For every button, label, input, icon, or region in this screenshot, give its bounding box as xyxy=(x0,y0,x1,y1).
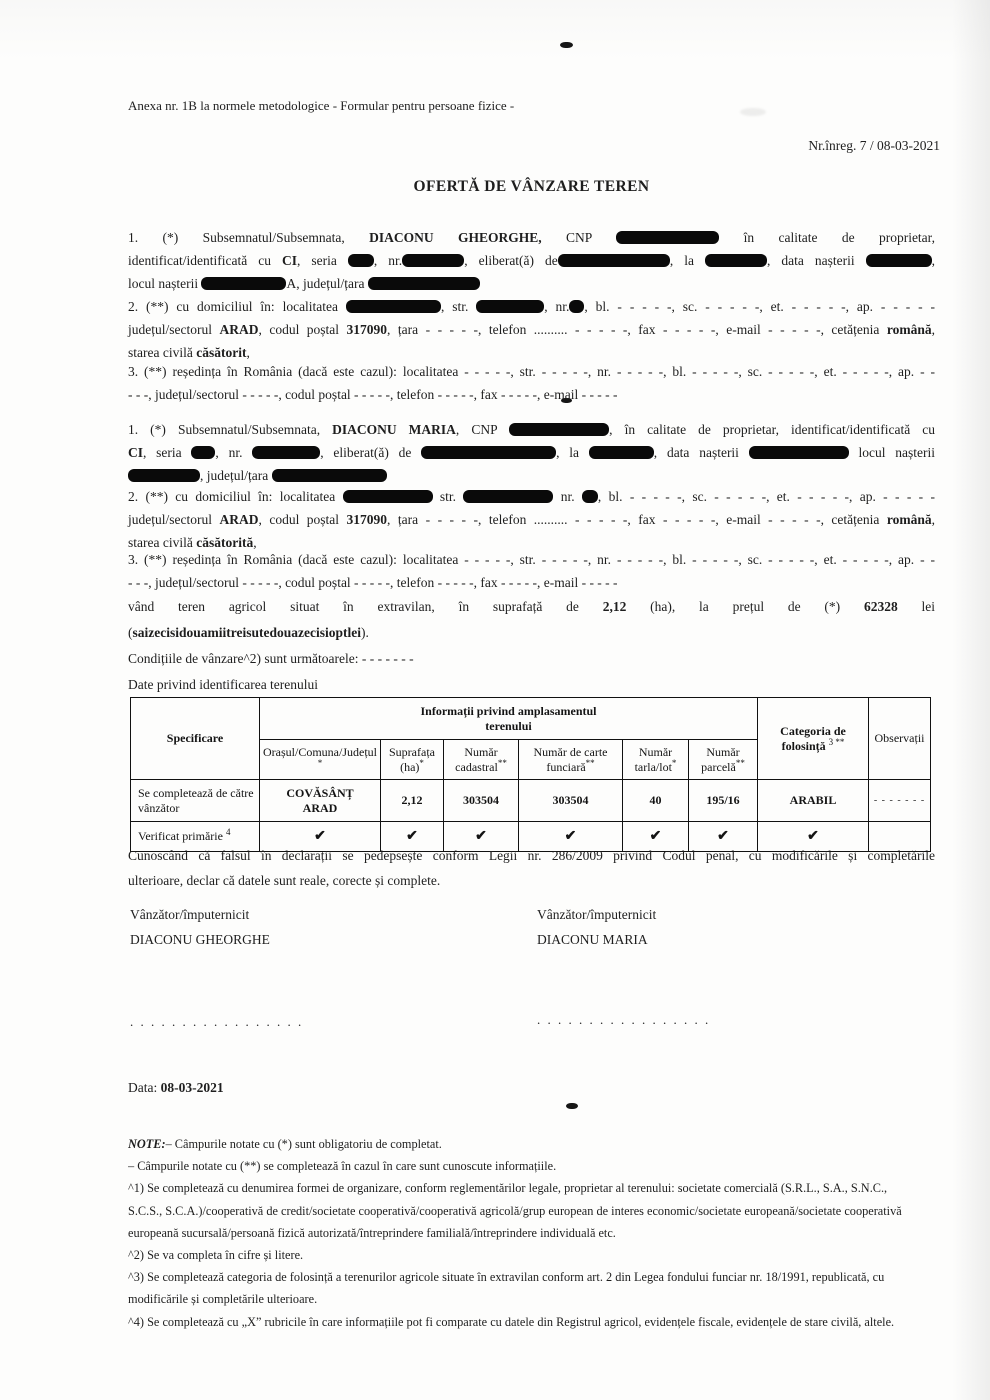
plain-text: , CNP xyxy=(455,422,510,437)
table-row-seller-label xyxy=(131,780,260,822)
redaction-bar xyxy=(616,231,719,244)
bold-text: 2,12 xyxy=(401,793,423,807)
superscript-text: * xyxy=(317,757,323,768)
text-line xyxy=(626,793,685,808)
land-identification-table xyxy=(130,697,931,852)
declaration-paragraph xyxy=(128,843,935,893)
plain-text: , str. xyxy=(440,299,477,314)
plain-text: locul nașterii xyxy=(128,276,202,291)
redaction-bar xyxy=(272,469,387,482)
text-line xyxy=(128,485,935,508)
redaction-bar xyxy=(866,254,932,267)
text-line xyxy=(128,249,935,272)
signature-right-name: DIACONU MARIA xyxy=(537,932,648,947)
date-line xyxy=(128,1076,935,1099)
redaction-bar xyxy=(201,277,286,290)
text-line xyxy=(128,1244,940,1266)
plain-text: , xyxy=(931,512,936,527)
bold-text: 08-03-2021 xyxy=(160,1080,224,1095)
bold-text: DIACONU GHEORGHE, xyxy=(369,230,542,245)
text-line xyxy=(128,295,935,318)
plain-text: - - -, județul/sectorul - - - - -, codul poștal - - - - -, telefon - - - - -, fax - - - - -, e-mail - - - - - xyxy=(128,387,618,402)
plain-text: Condițiile de vânzare^2) sunt următoarele: - - - - - - - xyxy=(128,651,414,666)
plain-text: Se completează de către xyxy=(138,785,254,800)
superscript-text: ** xyxy=(585,757,595,768)
text-line xyxy=(128,868,935,893)
sale-terms-paragraph xyxy=(128,594,935,698)
bold-text: 317090 xyxy=(346,512,388,527)
text-line xyxy=(128,318,935,341)
seller2-residence-paragraph xyxy=(128,548,935,594)
bold-text: căsătorită xyxy=(196,535,254,550)
plain-text: starea civilă xyxy=(128,535,197,550)
table-subheader-oras xyxy=(260,740,381,780)
text-line xyxy=(263,704,754,719)
plain-text: Data: xyxy=(128,1080,161,1095)
text-line xyxy=(263,786,377,801)
checkmark-icon: ✔ xyxy=(623,822,689,852)
checkmark-icon: ✔ xyxy=(689,822,758,852)
plain-text: ^2) Se va completa în cifre și litere. xyxy=(128,1248,304,1263)
checkmark-icon: ✔ xyxy=(758,822,869,852)
text-line xyxy=(128,226,935,249)
redaction-bar xyxy=(343,490,433,503)
bold-text: căsătorit xyxy=(196,345,247,360)
plain-text: 3. (**) reședința în România (dacă este cazul): localitatea - - - - -, str. - - - - -, nr. - - - - -, bl. - - - - -, sc. - - - - -, et. - - - - -, ap. - - xyxy=(128,552,935,567)
signature-dotted-line-right: . . . . . . . . . . . . . . . . . xyxy=(537,1012,711,1027)
plain-text: , nr. xyxy=(544,299,570,314)
plain-text: Număr xyxy=(464,744,498,759)
scan-smudge xyxy=(740,108,766,116)
bold-text: DIACONU MARIA xyxy=(332,422,456,437)
plain-text: , eliberat(ă) de xyxy=(464,253,558,268)
text-line xyxy=(128,1266,940,1288)
scan-artifact-top xyxy=(560,42,573,48)
seller2-domicile-paragraph xyxy=(128,485,935,554)
bold-text: română xyxy=(886,322,932,337)
plain-text: , nr. xyxy=(373,253,403,268)
text-line xyxy=(447,793,515,808)
plain-text: Date privind identificarea terenului xyxy=(128,677,319,692)
bold-text: 2,12 xyxy=(602,599,627,614)
seller1-residence-paragraph xyxy=(128,360,935,406)
redaction-bar xyxy=(705,254,767,267)
text-line xyxy=(128,594,935,620)
redaction-bar xyxy=(348,254,374,267)
plain-text: Observații xyxy=(874,731,925,745)
text-line xyxy=(128,548,935,571)
plain-text: lei xyxy=(897,599,936,614)
signature-dotted-line-left: . . . . . . . . . . . . . . . . . xyxy=(130,1014,304,1029)
plain-text: , bl. - - - - -, sc. - - - - -, et. - - - - -, ap. - - - - - xyxy=(597,489,935,504)
redaction-bar xyxy=(749,446,849,459)
text-line xyxy=(384,745,440,760)
plain-text: ( xyxy=(128,625,133,640)
redaction-bar xyxy=(128,469,200,482)
table-subheader-cadastral xyxy=(444,740,519,780)
redaction-bar xyxy=(476,300,544,313)
plain-text: modificările și completările ulterioare. xyxy=(128,1292,318,1307)
plain-text: Număr de carte xyxy=(533,744,608,759)
plain-text: Suprafața xyxy=(389,744,435,759)
plain-text: europeană sucursală/persoană fizică autorizată/întreprindere familială/întreprindere individuală etc. xyxy=(128,1225,616,1240)
table-subheader-suprafata xyxy=(381,740,444,780)
table-subheader-carte-funciara xyxy=(519,740,623,780)
text-line xyxy=(128,508,935,531)
text-line xyxy=(761,724,865,739)
plain-text: ^4) Se completează cu „X” rubricile în care informațiile pot fi comparate cu datele din Registrul agricol, evidențele fiscale, evidențele de stare civilă, altele. xyxy=(128,1314,895,1329)
plain-text: , xyxy=(253,535,257,550)
superscript-text: 3 ** xyxy=(828,736,845,747)
plain-text: , data nașterii xyxy=(653,445,749,460)
text-line xyxy=(128,1133,940,1155)
text-line xyxy=(128,272,935,295)
plain-text: , xyxy=(246,345,250,360)
bold-text: ARABIL xyxy=(789,793,837,807)
text-line xyxy=(134,731,256,746)
redaction-bar xyxy=(569,300,584,313)
bold-text: 195/16 xyxy=(706,793,740,807)
superscript-text: ** xyxy=(735,757,745,768)
plain-text: , bl. - - - - -, sc. - - - - -, et. - - - - -, ap. - - - - - xyxy=(584,299,935,314)
plain-text: (ha) xyxy=(400,759,420,774)
bold-text: CI xyxy=(281,253,297,268)
plain-text: , data nașterii xyxy=(766,253,866,268)
text-line xyxy=(128,464,935,487)
text-line xyxy=(128,1311,940,1333)
scan-artifact-bottom xyxy=(566,1103,578,1109)
checkmark-icon: ✔ xyxy=(444,822,519,852)
plain-text: vânzător xyxy=(138,800,180,815)
plain-text: cadastral xyxy=(455,759,498,774)
bold-text: Informații privind amplasamentul xyxy=(420,703,597,718)
superscript-text: ** xyxy=(497,757,507,768)
text-line xyxy=(134,801,256,816)
cell-oras-value xyxy=(260,780,381,822)
text-line xyxy=(447,757,515,775)
text-line xyxy=(128,1222,940,1244)
plain-text: , în calitate de proprietar, identificat/identificată cu xyxy=(609,422,936,437)
plain-text: vând teren agricol situat în extravilan, în suprafață de xyxy=(128,599,603,614)
plain-text: parcelă xyxy=(701,759,736,774)
table-subheader-tarla xyxy=(623,740,689,780)
plain-text: , codul poștal xyxy=(258,512,347,527)
bold-text: 303504 xyxy=(552,793,589,807)
bold-text: română xyxy=(886,512,932,527)
text-line xyxy=(692,793,754,808)
bold-italic-text: NOTE: xyxy=(128,1137,166,1151)
superscript-text: * xyxy=(419,757,424,768)
plain-text: – Câmpurile notate cu (**) se completează în cazul în care sunt cunoscute informațiile. xyxy=(128,1159,557,1174)
cell-parcela-value xyxy=(689,780,758,822)
text-line xyxy=(522,757,619,775)
cell-carte-funciara-value xyxy=(519,780,623,822)
registration-number: Nr.înreg. 7 / 08-03-2021 xyxy=(808,138,940,153)
text-line xyxy=(263,757,377,775)
text-line xyxy=(692,757,754,775)
text-line xyxy=(128,1177,940,1199)
text-line xyxy=(128,620,935,646)
plain-text: județul/sectorul xyxy=(128,512,220,527)
cell-tarla-value xyxy=(623,780,689,822)
text-line xyxy=(128,418,935,441)
table-header-observatii xyxy=(869,698,931,780)
text-line xyxy=(761,736,865,754)
text-line xyxy=(128,383,935,406)
text-line xyxy=(128,1200,940,1222)
text-line xyxy=(522,793,619,808)
bold-text: ARAD xyxy=(219,322,259,337)
seller2-identity-paragraph xyxy=(128,418,935,487)
plain-text: în calitate de proprietar, xyxy=(719,230,936,245)
checkmark-icon: ✔ xyxy=(260,822,381,852)
cell-categoria-value xyxy=(758,780,869,822)
plain-text: starea civilă xyxy=(128,345,197,360)
redaction-bar xyxy=(368,277,480,290)
plain-text: Orașul/Comuna/Județul xyxy=(263,744,377,759)
plain-text: , seria xyxy=(143,445,192,460)
plain-text: – Câmpurile notate cu (*) sunt obligatoriu de completat. xyxy=(165,1137,442,1151)
bold-text: COVĂSÂNȚ xyxy=(286,785,354,800)
plain-text: ^3) Se completează categoria de folosință a terenurilor agricole situate în extravilan conform art. 2 din Legea fondului funciar nr. 18/1991, republicată, cu xyxy=(128,1270,885,1285)
text-line xyxy=(263,801,377,816)
plain-text: funciară xyxy=(546,759,586,774)
redaction-bar xyxy=(191,446,215,459)
text-line xyxy=(761,793,865,808)
signature-right-role: Vânzător/împuternicit xyxy=(537,907,657,922)
document-title: OFERTĂ DE VÂNZARE TEREN xyxy=(413,178,650,195)
plain-text: CNP xyxy=(541,230,617,245)
text-line xyxy=(872,731,927,746)
plain-text: A, județul/țara xyxy=(286,276,368,291)
plain-text: județul/sectorul xyxy=(128,322,220,337)
text-line xyxy=(128,571,935,594)
redaction-bar xyxy=(558,254,670,267)
plain-text: Număr xyxy=(638,744,673,759)
bold-text: folosință xyxy=(781,738,829,753)
redaction-bar xyxy=(463,490,553,503)
superscript-text: * xyxy=(671,757,677,768)
plain-text: , nr. xyxy=(215,445,253,460)
bold-text: CI xyxy=(128,445,144,460)
redaction-bar xyxy=(402,254,464,267)
superscript-text: 4 xyxy=(225,827,231,837)
signature-left-name: DIACONU GHEORGHE xyxy=(130,932,270,947)
bold-text: Categoria de xyxy=(780,723,846,738)
cell-suprafata-value xyxy=(381,780,444,822)
seller1-domicile-paragraph xyxy=(128,295,935,364)
form-annex-line: Anexa nr. 1B la normele metodologice - Formular pentru persoane fizice - xyxy=(128,98,515,113)
bold-text: ARAD xyxy=(219,512,259,527)
plain-text: 1. (*) Subsemnatul/Subsemnata, xyxy=(128,422,333,437)
text-line xyxy=(128,1288,940,1310)
plain-text: , la xyxy=(669,253,705,268)
plain-text: Verificat primărie xyxy=(138,829,226,843)
cell-cadastral-value xyxy=(444,780,519,822)
text-line xyxy=(128,843,935,868)
plain-text: , țara - - - - -, telefon .......... - - - - -, fax - - - - -, e-mail - - - - -, cetățenia xyxy=(387,322,887,337)
plain-text: Cunoscând că falsul în declarații se pedepsește conform Legii nr. 286/2009 privind Codul penal, cu modificările și completările xyxy=(128,848,935,863)
redaction-bar xyxy=(346,300,441,313)
plain-text: 2. (**) cu domiciliul în: localitatea xyxy=(128,299,346,314)
bold-text: 317090 xyxy=(346,322,388,337)
plain-text: - - -, județul/sectorul - - - - -, codul poștal - - - - -, telefon - - - - -, fax - - - - -, e-mail - - - - - xyxy=(128,575,618,590)
text-line xyxy=(384,793,440,808)
text-line xyxy=(128,646,935,672)
bold-text: Specificare xyxy=(166,731,224,745)
plain-text: , xyxy=(931,322,936,337)
plain-text: , codul poștal xyxy=(258,322,347,337)
plain-text: 3. (**) reședința în România (dacă este cazul): localitatea - - - - -, str. - - - - -, nr. - - - - -, bl. - - - - -, sc. - - - - -, et. - - - - -, ap. - - xyxy=(128,364,935,379)
text-line xyxy=(384,757,440,775)
checkmark-icon: ✔ xyxy=(519,822,623,852)
cell-observatii-value: - - - - - - - xyxy=(869,780,931,822)
signature-left-role: Vânzător/împuternicit xyxy=(130,907,250,922)
redaction-bar xyxy=(421,446,556,459)
plain-text: ulterioare, declar că datele sunt reale, corecte și complete. xyxy=(128,873,441,888)
plain-text: locul nașterii xyxy=(848,445,935,460)
plain-text: , țara - - - - -, telefon .......... - - - - -, fax - - - - -, e-mail - - - - -, cetățenia xyxy=(387,512,887,527)
plain-text: ^1) Se completează cu denumirea formei de organizare, conform reglementărilor legale, proprietar al terenului: societate comercială (S.R.L., S.A., S.N.C., xyxy=(128,1181,888,1196)
checkmark-icon: ✔ xyxy=(381,822,444,852)
text-line xyxy=(128,1155,940,1177)
bold-text: 62328 xyxy=(863,599,898,614)
plain-text: , xyxy=(931,253,936,268)
seller1-identity-paragraph xyxy=(128,226,935,295)
plain-text: str. xyxy=(432,489,464,504)
table-subheader-parcela xyxy=(689,740,758,780)
text-line xyxy=(522,745,619,760)
redaction-bar xyxy=(589,446,654,459)
redaction-bar xyxy=(582,490,598,503)
plain-text: nr. xyxy=(553,489,582,504)
redaction-bar xyxy=(509,423,609,436)
bold-text: terenului xyxy=(485,718,532,733)
redaction-bar xyxy=(252,446,320,459)
footnotes-block xyxy=(128,1133,940,1333)
table-header-amplasament xyxy=(260,698,758,740)
plain-text: identificat/identificată cu xyxy=(128,253,282,268)
plain-text: S.C.S., S.C.A.)/cooperativă de credit/societate cooperativă/cooperativă agricolă/grup european de interes economic/societate europeană/societate cooperativă xyxy=(128,1203,902,1218)
text-line xyxy=(263,719,754,734)
plain-text: Număr xyxy=(706,744,740,759)
bold-text: ARAD xyxy=(302,800,338,815)
plain-text: tarla/lot xyxy=(634,759,672,774)
text-line xyxy=(128,1076,935,1099)
plain-text: , la xyxy=(556,445,589,460)
bold-text: 303504 xyxy=(463,793,499,807)
text-line xyxy=(134,829,256,844)
bold-text: saizecisidouamiitreisutedouazecisioptlei xyxy=(132,625,361,640)
plain-text: (ha), la prețul de (*) xyxy=(626,599,864,614)
plain-text: 2. (**) cu domiciliul în: localitatea xyxy=(128,489,343,504)
bold-text: 40 xyxy=(649,793,662,807)
text-line xyxy=(134,786,256,801)
text-line xyxy=(128,672,935,698)
plain-text: 1. (*) Subsemnatul/Subsemnata, xyxy=(128,230,370,245)
text-line xyxy=(626,757,685,775)
text-line xyxy=(128,360,935,383)
table-header-categoria xyxy=(758,698,869,780)
plain-text: ). xyxy=(360,625,369,640)
table-header-specificare xyxy=(131,698,260,780)
text-line xyxy=(128,441,935,464)
plain-text: , seria xyxy=(297,253,348,268)
plain-text: , județul/țara xyxy=(200,468,272,483)
plain-text: , eliberat(ă) de xyxy=(320,445,422,460)
